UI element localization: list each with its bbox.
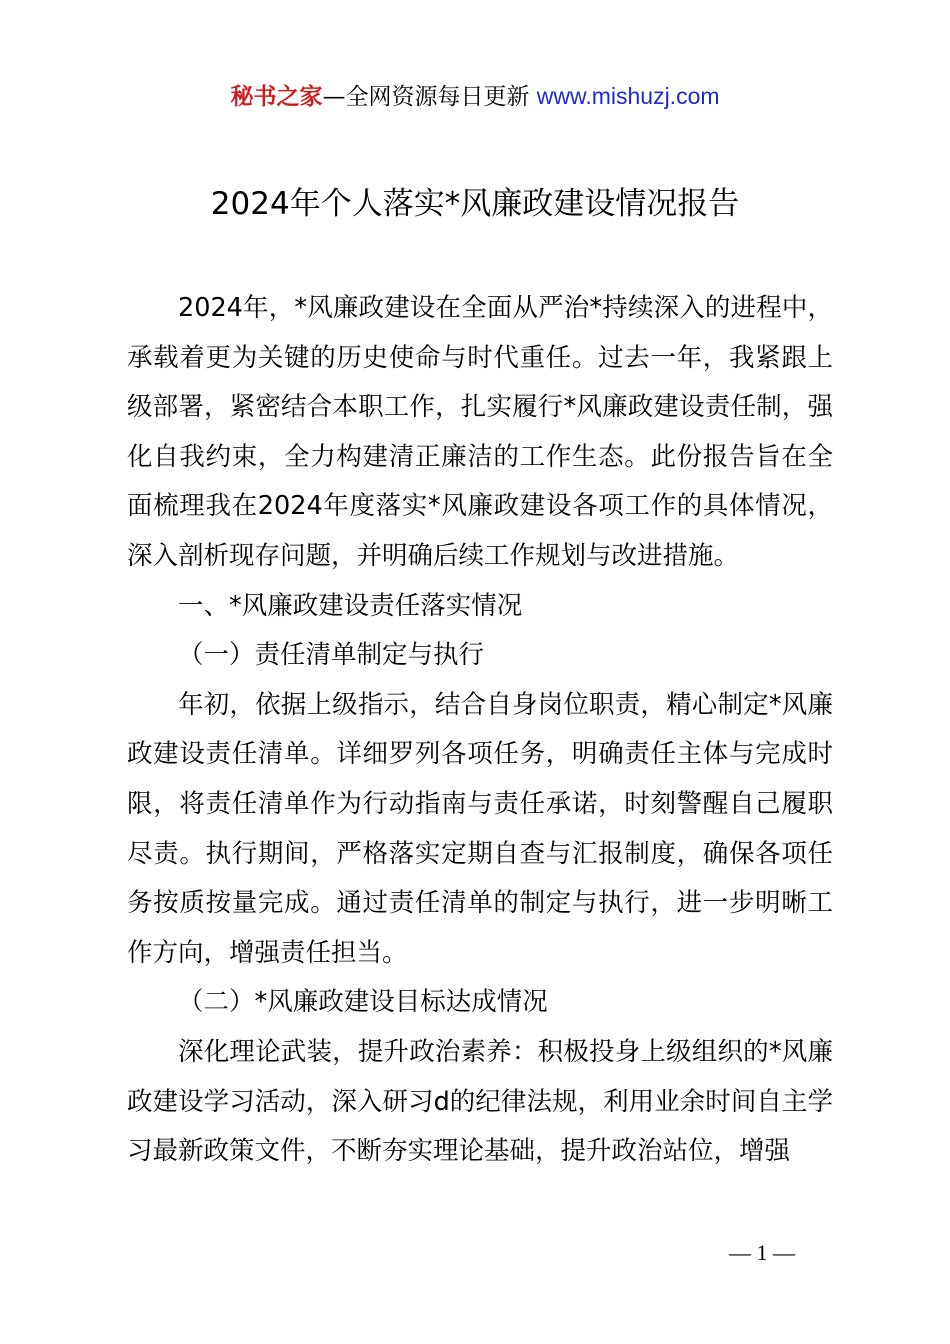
body-paragraph-1: 年初，依据上级指示，结合自身岗位职责，精心制定*风廉政建设责任清单。详细罗列各项任务，明确责任主体与完成时限，将责任清单作为行动指南与责任承诺，时刻警醒自己履职尽责。执行期间，严格落实定期自查与汇报制度，确保各项任务按质按量完成。通过责任清单的制定与执行，进一步明晰工作方向，增强责任担当。: [127, 689, 833, 968]
brand-name: 秘书之家: [230, 84, 323, 110]
subsection-heading-1: （一）责任清单制定与执行: [178, 640, 485, 671]
section-heading-1: 一、*风廉政建设责任落实情况: [178, 590, 523, 621]
page-number: — 1 —: [729, 1240, 795, 1265]
document-body: [127, 284, 833, 1177]
site-header: [0, 80, 950, 113]
header-tagline: —全网资源每日更新: [322, 84, 537, 110]
body-paragraph-2: 深化理论武装，提升政治素养：积极投身上级组织的*风廉政建设学习活动，深入研习d的纪律法规，利用业余时间自主学习最新政策文件，不断夯实理论基础，提升政治站位，增强: [127, 1036, 833, 1167]
site-url-link[interactable]: www.mishuzj.com: [536, 83, 720, 109]
intro-paragraph: 2024年，*风廉政建设在全面从严治*持续深入的进程中，承载着更为关键的历史使命与时代重任。过去一年，我紧跟上级部署，紧密结合本职工作，扎实履行*风廉政建设责任制，强化自我约束，全力构建清正廉洁的工作生态。此份报告旨在全面梳理我在2024年度落实*风廉政建设各项工作的具体情况，深入剖析现存问题，并明确后续工作规划与改进措施。: [127, 293, 833, 571]
document-title: 2024年个人落实*风廉政建设情况报告: [210, 186, 740, 222]
subsection-heading-2: （二）*风廉政建设目标达成情况: [178, 987, 548, 1018]
